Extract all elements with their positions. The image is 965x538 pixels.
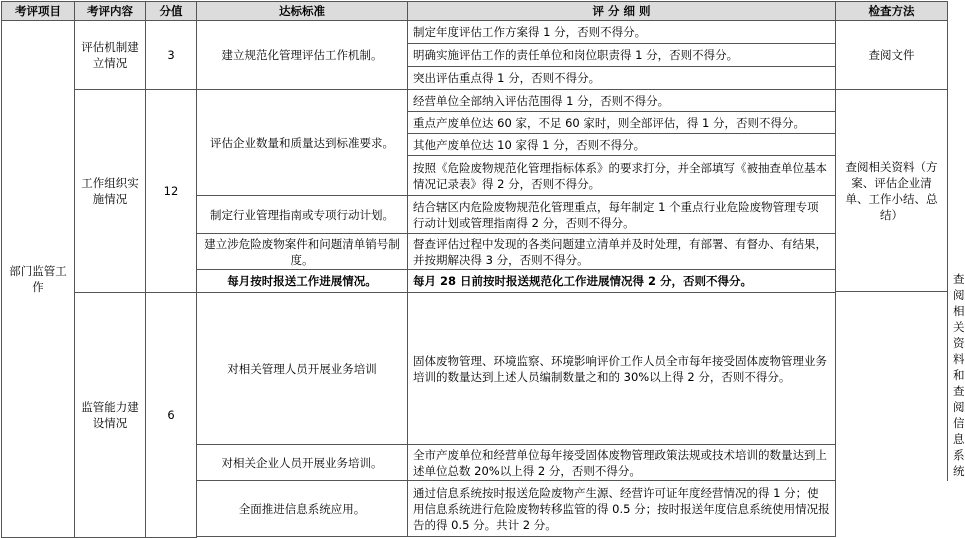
- rule-cell: 其他产废单位达 10 家得 1 分，否则不得分。: [408, 134, 836, 156]
- rule-cell: 督查评估过程中发现的各类问题建立清单并及时处理，有部署、有督办、有结果，并按期解决得 3 分，否则不得分。: [408, 234, 836, 270]
- assessment-table: [1, 1, 965, 538]
- header-item: 考评项目: [2, 2, 75, 21]
- table-row: 每月按时报送工作进展情况。 每月 28 日前按时报送规范化工作进展情况得 2 分，否则不得分。 查阅相关资料和查阅信息系统: [2, 270, 948, 292]
- header-detail: 评 分 细 则: [408, 2, 836, 21]
- table-row: [2, 293, 948, 445]
- content-cell: 监管能力建设情况: [75, 293, 146, 538]
- rule-cell: 按照《危险废物规范化管理指标体系》的要求打分，并全部填写《被抽查单位基本情况记录表》得 2 分，否则不得分。: [408, 156, 836, 196]
- rule-cell: 制定年度评估工作方案得 1 分，否则不得分。: [408, 21, 836, 44]
- standard-cell: 建立涉危险废物案件和问题清单销号制度。: [197, 234, 408, 270]
- department-cell: 部门监管工作: [2, 21, 75, 538]
- standard-cell: 制定行业管理指南或专项行动计划。: [197, 196, 408, 234]
- score-cell: 6: [146, 293, 197, 538]
- content-cell: 工作组织实施情况: [75, 90, 146, 293]
- header-method: 检查方法: [836, 2, 948, 21]
- content-cell: 评估机制建立情况: [75, 21, 146, 90]
- standard-cell: 对相关管理人员开展业务培训: [197, 293, 408, 445]
- rule-cell: 每月 28 日前按时报送规范化工作进展情况得 2 分，否则不得分。: [408, 270, 836, 293]
- header-content: 考评内容: [75, 2, 146, 21]
- header-score: 分值: [146, 2, 197, 21]
- rule-cell: 经营单位全部纳入评估范围得 1 分，否则不得分。: [408, 90, 836, 112]
- standard-cell: 对相关企业人员开展业务培训。: [197, 445, 408, 481]
- rule-cell: 固体废物管理、环境监察、环境影响评价工作人员全市每年接受固体废物管理业务培训的数量达到上述人员编制数量之和的 30%以上得 2 分，否则不得分。: [408, 293, 836, 445]
- rule-cell: 全市产废单位和经营单位每年接受固体废物管理政策法规或技术培训的数量达到上述单位总数 20%以上得 2 分，否则不得分。: [408, 445, 836, 481]
- score-cell: 3: [146, 21, 197, 90]
- standard-cell: 全面推进信息系统应用。: [197, 481, 408, 537]
- rule-cell: 结合辖区内危险废物规范化管理重点，每年制定 1 个重点行业危险废物管理专项行动计划或管理指南得 2 分，否则不得分。: [408, 196, 836, 234]
- standard-cell: 每月按时报送工作进展情况。: [197, 270, 408, 293]
- score-cell: 12: [146, 90, 197, 293]
- rule-cell: 突出评估重点得 1 分，否则不得分。: [408, 67, 836, 90]
- table-row: [2, 21, 948, 44]
- header-standard: 达标标准: [197, 2, 408, 21]
- rule-cell: 重点产废单位达 60 家，不足 60 家时，则全部评估，得 1 分，否则不得分。: [408, 112, 836, 134]
- method-cell: 查阅相关资料（方案、评估企业清单、工作小结、总结）: [836, 90, 948, 292]
- method-cell: 查阅文件: [836, 21, 948, 90]
- rule-cell: 明确实施评估工作的责任单位和岗位职责得 1 分，否则不得分。: [408, 44, 836, 67]
- table-row: [2, 90, 948, 112]
- rule-cell: 通过信息系统按时报送危险废物产生源、经营许可证年度经营情况的得 1 分；使用信息系统进行危险废物转移监管的得 0.5 分；按时报送年度信息系统使用情况报告的得 0.5 分。共计 2 分。: [408, 481, 836, 537]
- standard-cell: 评估企业数量和质量达到标准要求。: [197, 90, 408, 196]
- header-row: [2, 2, 948, 21]
- standard-cell: 建立规范化管理评估工作机制。: [197, 21, 408, 90]
